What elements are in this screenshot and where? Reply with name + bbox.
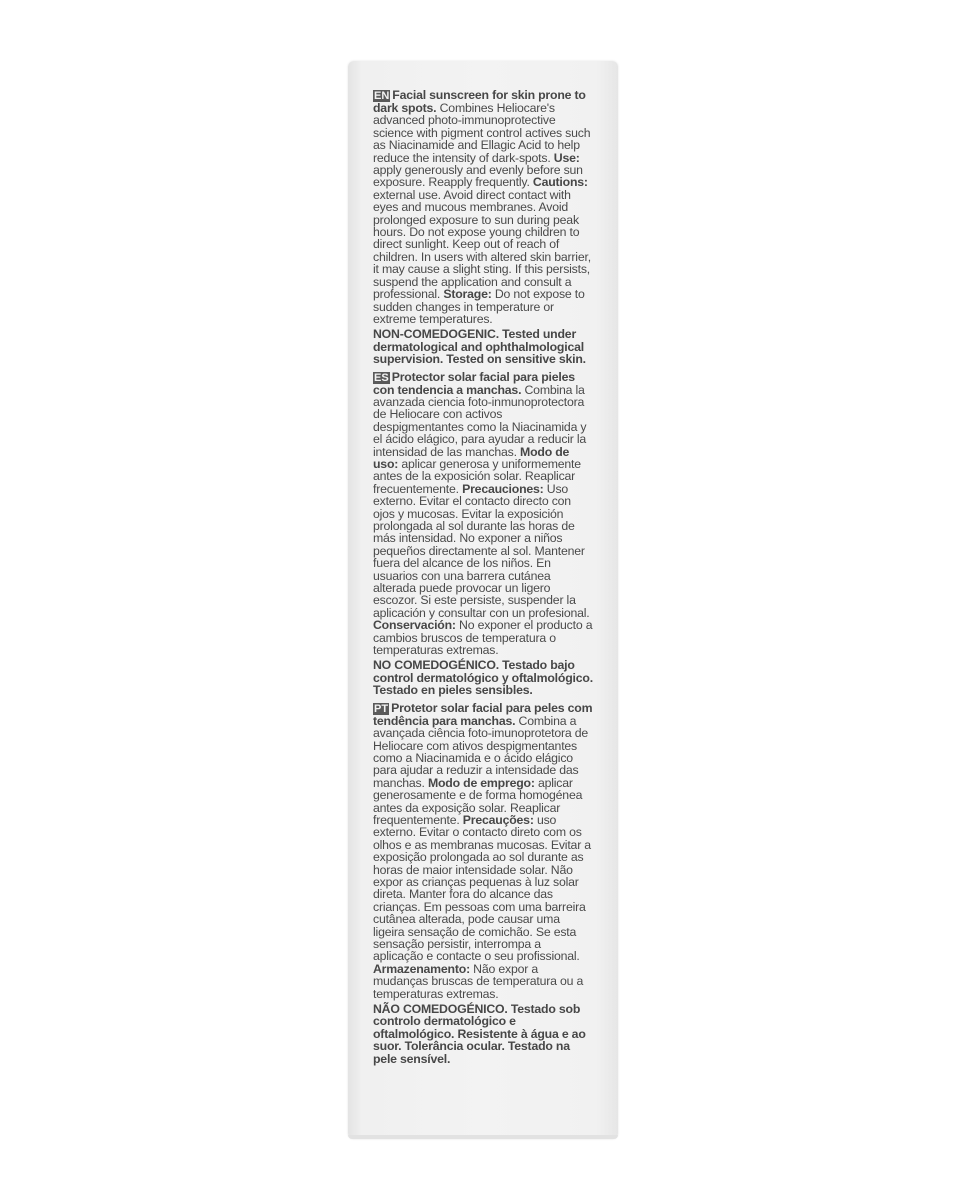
- use-label-en: Use:: [553, 150, 580, 165]
- headline-en: Facial sunscreen for skin prone to dark spots.: [373, 88, 586, 115]
- use-text-pt: aplicar generosamente e de forma homogénea antes da exposição solar. Reaplicar frequentemente.: [373, 775, 583, 827]
- headline-es: Protector solar facial para pieles con tendencia a manchas.: [373, 369, 575, 397]
- headline-pt: Protetor solar facial para peles com tendência para manchas.: [373, 700, 593, 728]
- section-pt: [373, 702, 593, 1065]
- intro-en: Combines Heliocare's advanced photo-immunoprotective science with pigment control actives such as Niacinamide and Ellagic Acid to help reduce the intensity of dark-spots.: [373, 101, 591, 165]
- intro-es: Combina la avanzada ciencia foto-inmunoprotectora de Heliocare con activos despigmentantes como la Niacinamida y el ácido elágico, para ayudar a reducir la intensidad de las manchas.: [373, 382, 587, 459]
- use-label-es: Modo de uso:: [373, 444, 570, 471]
- section-pt-body: [373, 702, 593, 1000]
- cautions-label-en: Cautions:: [532, 175, 588, 190]
- claims-pt: NÃO COMEDOGÉNICO. Testado sob controlo dermatológico e oftalmológico. Resistente à água e ao suor. Tolerância ocular. Testado na pele sensível.: [373, 1002, 586, 1066]
- cautions-text-es: Uso externo. Evitar el contacto directo con ojos y mucosas. Evitar la exposición prolongada al sol durante las horas de más intensidad. No exponer a niños pequeños directamente al sol. Mantener fuera del alcance de los niños. En usuarios con una barrera cutánea alterada puede provocar un ligero escozor. Si este persiste, suspender la aplicación y consultar con un profesional.: [373, 481, 590, 620]
- intro-pt: Combina a avançada ciência foto-imunoprotetora de Heliocare com ativos despigmentantes como a Niacinamida e o ácido elágico para ajudar a reduzir a intensidade das manchas.: [373, 713, 589, 790]
- section-es: [373, 371, 593, 697]
- storage-label-es: Conservación:: [373, 618, 456, 633]
- language-tag-es: ES: [374, 371, 389, 384]
- label-text-column: [373, 89, 593, 1070]
- storage-label-en: Storage:: [443, 287, 492, 302]
- claims-es: NO COMEDOGÉNICO. Testado bajo control dermatológico y oftalmológico. Testado en pieles sensibles.: [373, 658, 593, 698]
- section-en: [373, 89, 593, 366]
- storage-label-pt: Armazenamento:: [373, 961, 470, 976]
- cautions-label-pt: Precauções:: [462, 812, 534, 827]
- cautions-text-pt: uso externo. Evitar o contacto direto com os olhos e as membranas mucosas. Evitar a exposição prolongada ao sol durante as horas de maior intensidade solar. Não expor as crianças pequenas à luz solar direta. Manter fora do alcance das crianças. Em pessoas com uma barreira cutânea alterada, pode causar uma ligeira sensação de comichão. Se esta sensação persistir, interrompa a aplicação e contacte o seu profissional.: [373, 812, 591, 964]
- use-text-es: aplicar generosa y uniformemente antes de la exposición solar. Reaplicar frecuentemente.: [373, 456, 581, 496]
- storage-text-es: No exponer el producto a cambios bruscos de temperatura o temperaturas extremas.: [373, 618, 593, 658]
- language-tag-pt: PT: [374, 702, 389, 715]
- use-text-en: apply generously and evenly before sun exposure. Reapply frequently.: [373, 163, 583, 190]
- language-tag-en: EN: [374, 90, 390, 102]
- storage-text-pt: Não expor a mudanças bruscas de temperatura ou a temperaturas extremas.: [373, 961, 584, 1001]
- storage-text-en: Do not expose to sudden changes in temperature or extreme temperatures.: [373, 287, 585, 326]
- cautions-label-es: Precauciones:: [462, 481, 544, 496]
- section-en-body: [373, 89, 593, 325]
- section-es-body: [373, 371, 593, 657]
- claims-en: NON-COMEDOGENIC. Tested under dermatological and ophthalmological supervision. Tested on sensitive skin.: [373, 327, 586, 367]
- cautions-text-en: external use. Avoid direct contact with eyes and mucous membranes. Avoid prolonged exposure to sun during peak hours. Do not expose young children to direct sunlight. Keep out of reach of children. In users with altered skin barrier, it may cause a slight sting. If this persists, suspend the application and consult a professional.: [373, 187, 591, 302]
- use-label-pt: Modo de emprego:: [427, 775, 535, 790]
